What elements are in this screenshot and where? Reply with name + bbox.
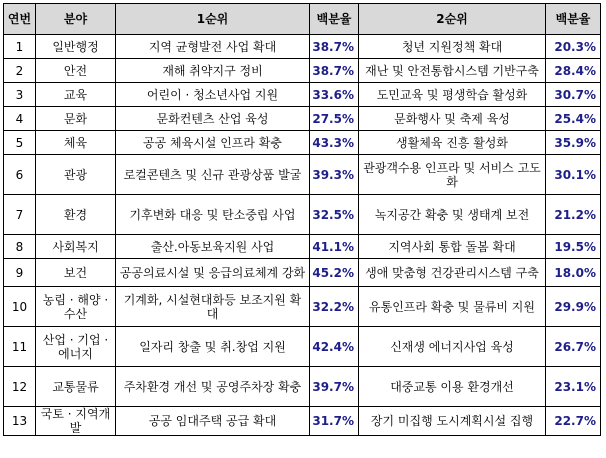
row-first-percent: 39.3% [310,155,359,195]
row-no: 12 [4,367,36,407]
row-first-priority: 재해 취약지구 정비 [116,59,310,83]
row-no: 13 [4,407,36,436]
row-first-priority: 주차환경 개선 및 공영주차장 확충 [116,367,310,407]
table-row [4,327,601,367]
row-first-percent: 32.2% [310,287,359,327]
row-second-priority: 도민교육 및 평생학습 활성화 [359,83,546,107]
header-second-priority: 2순위 [359,4,546,35]
table-row [4,259,601,287]
row-no: 1 [4,35,36,59]
row-no: 4 [4,107,36,131]
priority-table [3,3,601,436]
row-second-percent: 23.1% [546,367,601,407]
row-first-percent: 38.7% [310,59,359,83]
row-field: 체육 [36,131,116,155]
row-second-priority: 장기 미집행 도시계획시설 집행 [359,407,546,436]
row-second-priority: 청년 지원정책 확대 [359,35,546,59]
row-second-priority: 유통인프라 확충 및 물류비 지원 [359,287,546,327]
row-first-priority: 공공의료시설 및 응급의료체계 강화 [116,259,310,287]
row-first-percent: 45.2% [310,259,359,287]
header-no: 연번 [4,4,36,35]
row-no: 3 [4,83,36,107]
table-row [4,195,601,235]
table-body [4,35,601,436]
row-first-priority: 일자리 창출 및 취.창업 지원 [116,327,310,367]
row-second-percent: 30.1% [546,155,601,195]
table-row [4,235,601,259]
row-first-priority: 로컬콘텐츠 및 신규 관광상품 발굴 [116,155,310,195]
table-row [4,59,601,83]
row-second-priority: 생애 맞춤형 건강관리시스템 구축 [359,259,546,287]
row-second-percent: 22.7% [546,407,601,436]
row-second-priority: 문화행사 및 축제 육성 [359,107,546,131]
row-first-percent: 27.5% [310,107,359,131]
row-second-percent: 18.0% [546,259,601,287]
row-second-percent: 19.5% [546,235,601,259]
row-second-percent: 26.7% [546,327,601,367]
row-field: 국토 · 지역개발 [36,407,116,436]
row-first-percent: 42.4% [310,327,359,367]
row-field: 교통물류 [36,367,116,407]
row-second-percent: 30.7% [546,83,601,107]
header-first-priority: 1순위 [116,4,310,35]
table-row [4,131,601,155]
row-no: 6 [4,155,36,195]
row-second-percent: 21.2% [546,195,601,235]
row-field: 보건 [36,259,116,287]
row-field: 교육 [36,83,116,107]
row-no: 5 [4,131,36,155]
row-field: 안전 [36,59,116,83]
row-second-priority: 재난 및 안전통합시스템 기반구축 [359,59,546,83]
row-first-priority: 문화컨텐츠 산업 육성 [116,107,310,131]
row-second-percent: 25.4% [546,107,601,131]
table-row [4,407,601,436]
row-second-priority: 지역사회 통합 돌봄 확대 [359,235,546,259]
row-no: 8 [4,235,36,259]
row-second-percent: 35.9% [546,131,601,155]
row-second-priority: 신재생 에너지사업 육성 [359,327,546,367]
row-second-priority: 관광객수용 인프라 및 서비스 고도화 [359,155,546,195]
table-row [4,35,601,59]
row-field: 일반행정 [36,35,116,59]
row-second-percent: 29.9% [546,287,601,327]
table-row [4,287,601,327]
row-no: 2 [4,59,36,83]
table-row [4,83,601,107]
row-second-priority: 생활체육 진흥 활성화 [359,131,546,155]
row-no: 9 [4,259,36,287]
header-second-percent: 백분율 [546,4,601,35]
row-no: 7 [4,195,36,235]
row-field: 사회복지 [36,235,116,259]
row-first-percent: 31.7% [310,407,359,436]
header-first-percent: 백분율 [310,4,359,35]
row-first-percent: 43.3% [310,131,359,155]
row-no: 10 [4,287,36,327]
table-row [4,107,601,131]
row-field: 문화 [36,107,116,131]
row-first-priority: 기계화, 시설현대화등 보조지원 확대 [116,287,310,327]
row-first-percent: 32.5% [310,195,359,235]
row-first-priority: 어린이 · 청소년사업 지원 [116,83,310,107]
row-field: 산업 · 기업 · 에너지 [36,327,116,367]
row-field: 농림 · 해양 · 수산 [36,287,116,327]
row-first-priority: 공공 체육시설 인프라 확충 [116,131,310,155]
row-field: 관광 [36,155,116,195]
row-second-priority: 대중교통 이용 환경개선 [359,367,546,407]
row-first-priority: 기후변화 대응 및 탄소중립 사업 [116,195,310,235]
row-first-percent: 33.6% [310,83,359,107]
table-row [4,155,601,195]
row-no: 11 [4,327,36,367]
row-first-percent: 41.1% [310,235,359,259]
row-first-percent: 38.7% [310,35,359,59]
row-second-percent: 28.4% [546,59,601,83]
row-first-priority: 출산.아동보육지원 사업 [116,235,310,259]
row-first-percent: 39.7% [310,367,359,407]
header-row [4,4,601,35]
row-first-priority: 지역 균형발전 사업 확대 [116,35,310,59]
row-field: 환경 [36,195,116,235]
row-second-priority: 녹지공간 확충 및 생태계 보전 [359,195,546,235]
header-field: 분야 [36,4,116,35]
priority-table-container [3,3,600,436]
table-row [4,367,601,407]
row-second-percent: 20.3% [546,35,601,59]
row-first-priority: 공공 임대주택 공급 확대 [116,407,310,436]
